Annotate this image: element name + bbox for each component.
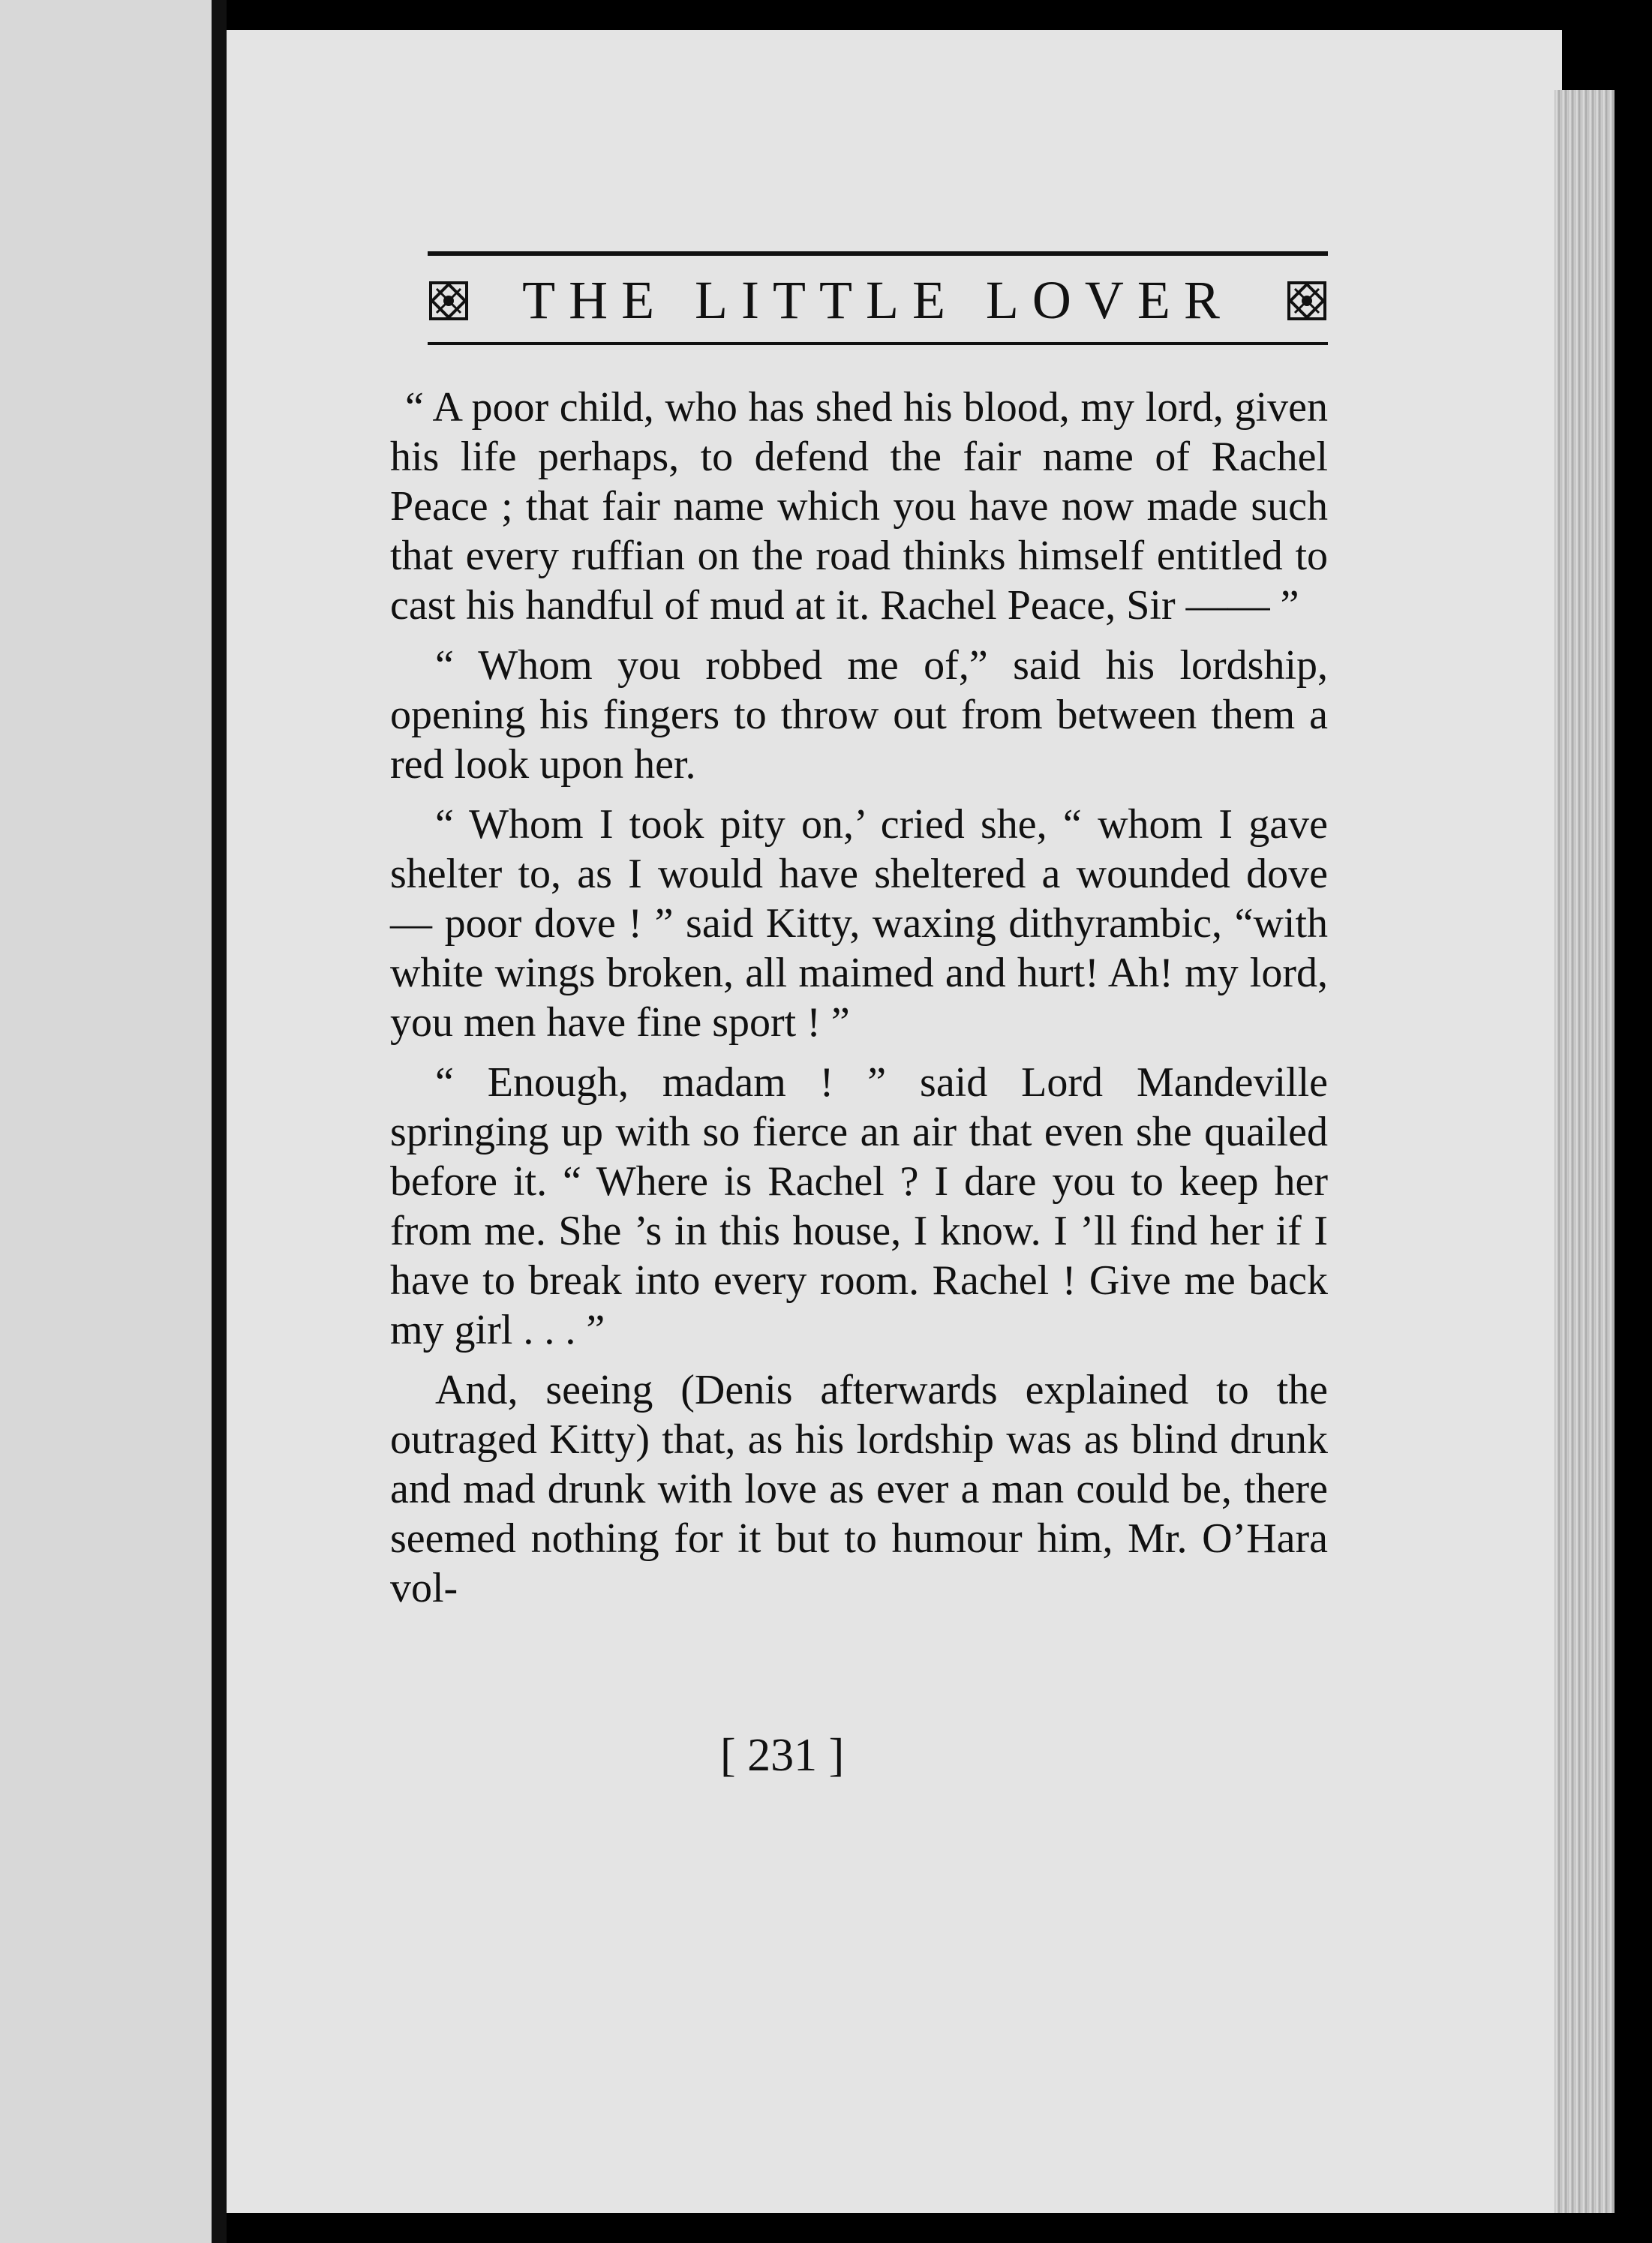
right-ornament-icon bbox=[1286, 280, 1328, 322]
left-page-edge bbox=[0, 0, 218, 2243]
header-row bbox=[428, 256, 1328, 342]
page-stack-edge bbox=[1554, 90, 1614, 2213]
paragraph: “ Whom I took pity on,’ cried she, “ whom I gave shelter to, as I would have sheltered a wounded dove — poor dove ! ” said Kitty, waxing dithyrambic, “with white wings broken, all maimed and hurt! Ah! my lord, you men have fine sport ! ” bbox=[390, 801, 1328, 1046]
running-header bbox=[428, 251, 1328, 345]
paragraph: And, seeing (Denis afterwards explained to the outraged Kitty) that, as his lordship was as blind drunk and mad drunk with love as ever a man could be, there seemed nothing for it but to humour him, Mr. O’Hara vol- bbox=[390, 1367, 1328, 1611]
page-number: [ 231 ] bbox=[720, 1730, 845, 1781]
running-head-title: THE LITTLE LOVER bbox=[522, 270, 1233, 330]
book-gutter bbox=[212, 0, 227, 2243]
paragraph: “ Whom you robbed me of,” said his lordship, opening his fingers to throw out from between them a red look upon her. bbox=[390, 642, 1328, 788]
paragraph: “ Enough, madam ! ” said Lord Mandeville springing up with so fierce an air that even she quailed before it. “ Where is Rachel ? I dare you to keep her from me. She ’s in this house, I know. I ’ll find her if I have to break into every room. Rachel ! Give me back my girl . . . ” bbox=[390, 1059, 1328, 1353]
header-bottom-rule bbox=[428, 342, 1328, 345]
paragraph: “ A poor child, who has shed his blood, my lord, given his life perhaps, to defend the fair name of Rachel Peace ; that fair name which you have now made such that every ruffian on the road thinks himself entitled to cast his handful of mud at it. Rachel Peace, Sir —— ” bbox=[390, 384, 1328, 629]
body-text bbox=[390, 383, 1328, 1623]
left-ornament-icon bbox=[428, 280, 470, 322]
